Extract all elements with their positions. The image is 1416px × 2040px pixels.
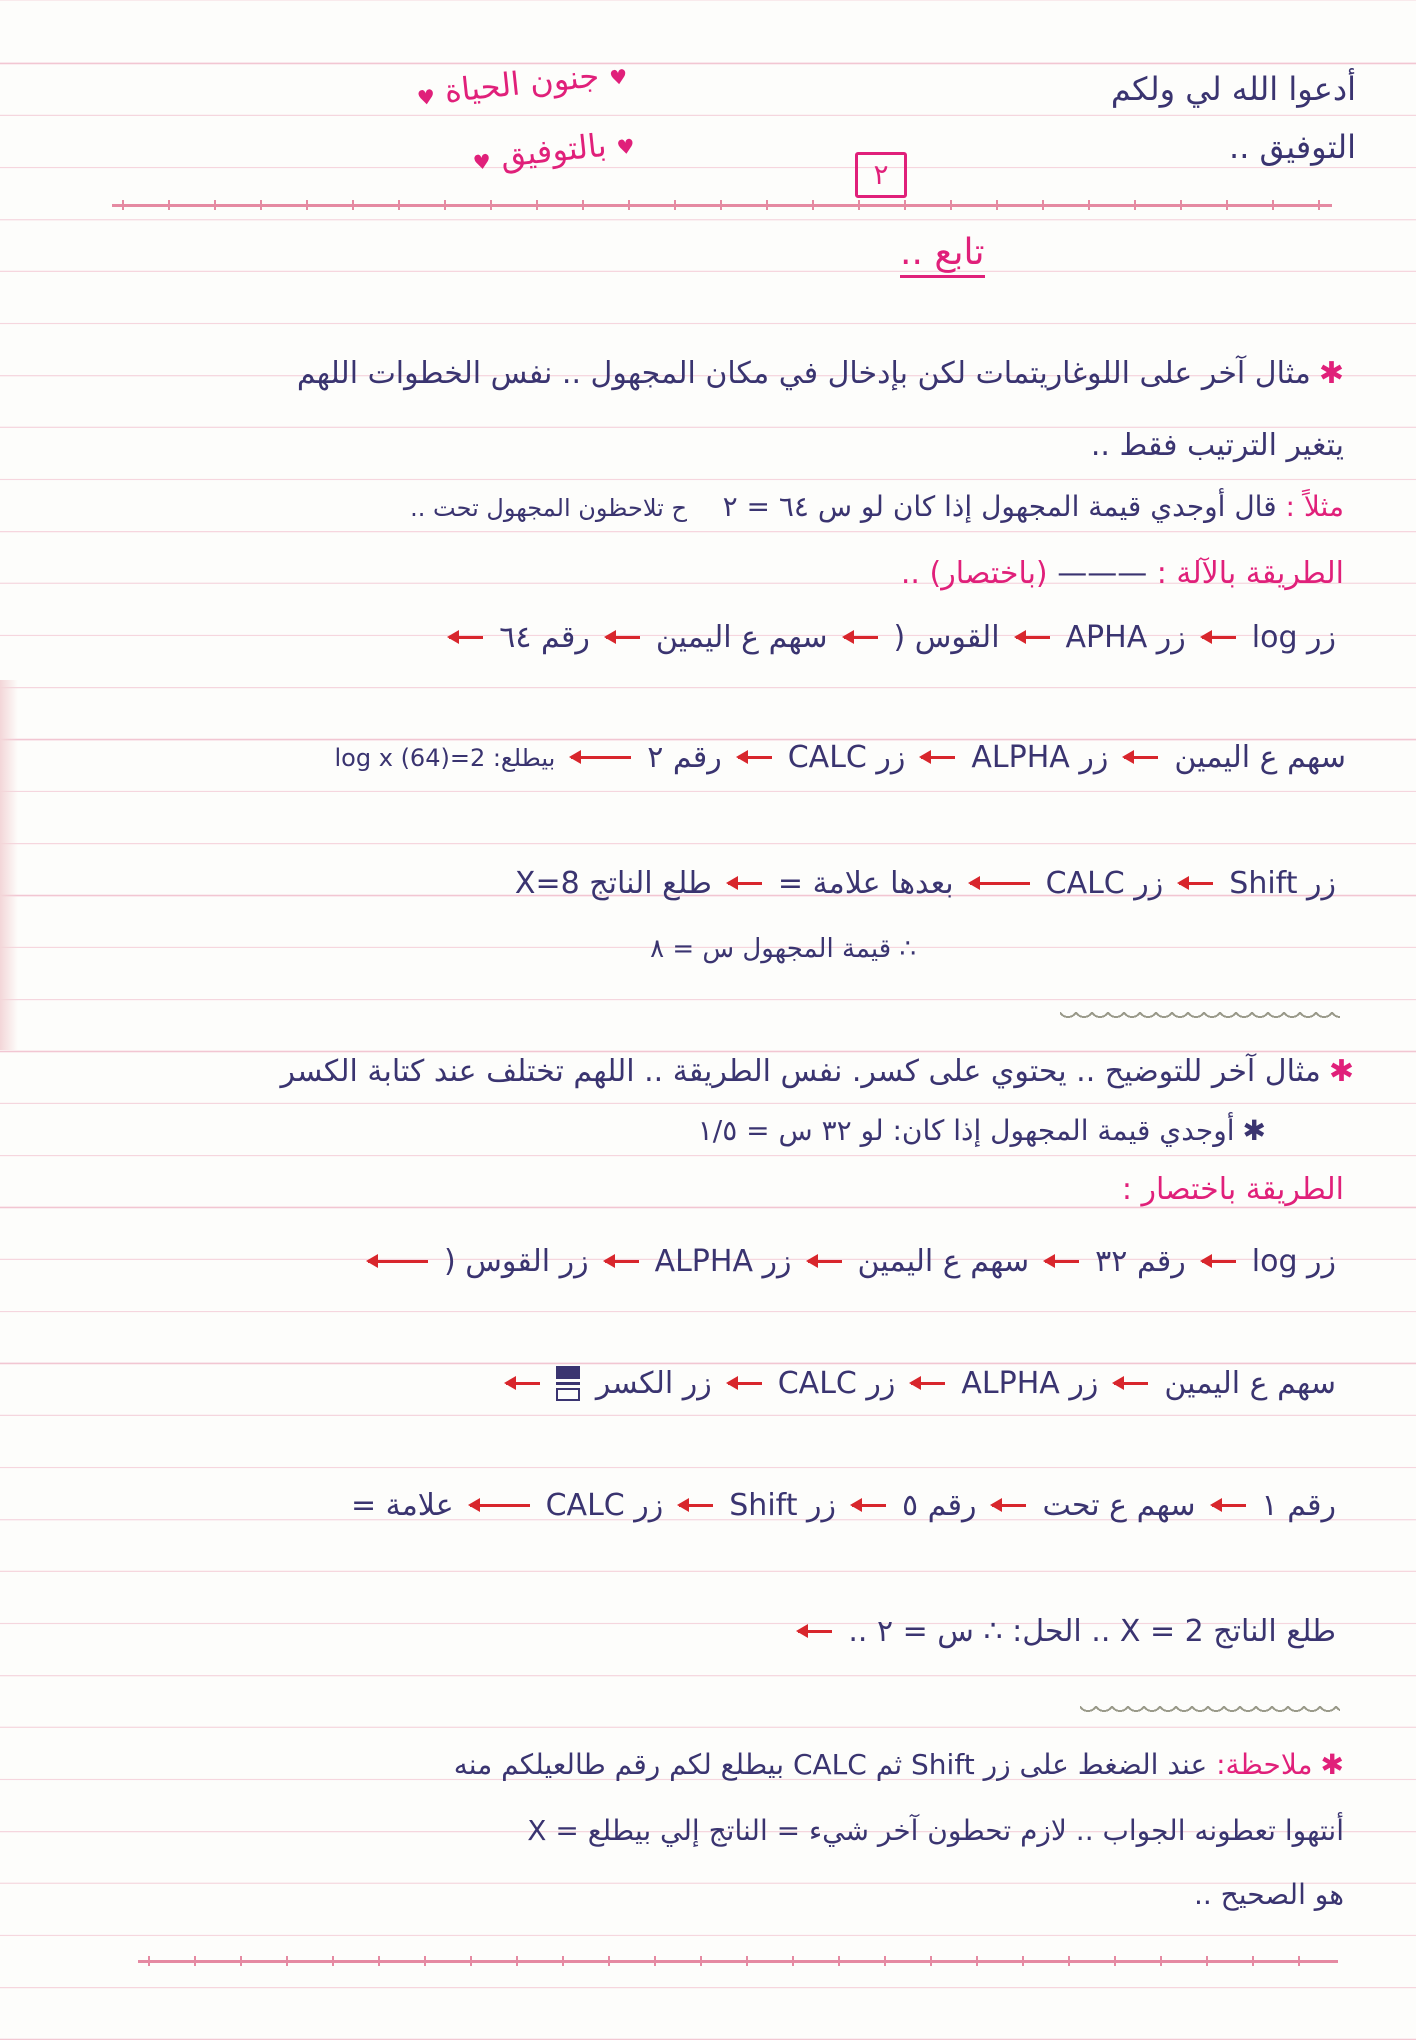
ruler-tick (1318, 200, 1320, 210)
ruler-tick (536, 200, 538, 210)
arrow-left-icon (728, 1382, 762, 1385)
step: زر ALPHA (971, 740, 1109, 775)
problem-label: مثلاً : (1285, 490, 1344, 523)
ruler-tick (398, 200, 400, 210)
ruler-tick (904, 200, 906, 210)
arrow-left-icon (852, 1504, 886, 1507)
arrow-left-icon (921, 756, 955, 759)
ruler-tick (1298, 1956, 1300, 1966)
example1-problem (410, 490, 1344, 523)
ruler-tick (332, 1956, 334, 1966)
arrow-left-icon (368, 1260, 428, 1263)
arrow-left-icon (605, 1260, 639, 1263)
ruler-tick (1180, 200, 1182, 210)
note-line-2: أنتهوا تعطونه الجواب .. لازم تحطون آخر شيء = الناتج إلي بيطلع = X (527, 1814, 1344, 1847)
ruler-tick (608, 1956, 610, 1966)
example2-intro: ✱مثال آخر للتوضيح .. يحتوي على كسر. نفس الطريقة .. اللهم تختلف عند كتابة الكسر (280, 1054, 1354, 1089)
ruler-tick (444, 200, 446, 210)
example1-intro-2: يتغير الترتيب فقط .. (1090, 428, 1344, 463)
wish (413, 39, 638, 200)
arrow-left-icon (738, 756, 772, 759)
wish-line-2: بالتوفيق (498, 125, 609, 175)
ruler-tick (582, 200, 584, 210)
ruler-tick (286, 1956, 288, 1966)
separator-wave (1080, 1706, 1340, 1720)
note-line-1: ✱ملاحظة: عند الضغط على زر Shift ثم CALC بيطلع لكم رقم طالعيلكم منه (453, 1748, 1344, 1781)
step: زر log (1251, 620, 1336, 655)
step: زر log (1251, 1244, 1336, 1279)
arrow-left-icon (808, 1260, 842, 1263)
ruler-tick (858, 200, 860, 210)
bottom-ticks (138, 1956, 1338, 1966)
step: زر ALPHA (654, 1244, 792, 1279)
step: زر CALC (1045, 866, 1164, 901)
step: طلع الناتج X=8 (514, 866, 712, 901)
arrow-left-icon (970, 882, 1030, 885)
example1-steps-row3 (515, 866, 1336, 901)
arrow-left-icon (449, 636, 483, 639)
arrow-left-icon (506, 1382, 540, 1385)
heart-icon: ♥ (608, 64, 629, 90)
step: زر CALC (777, 1366, 896, 1401)
step: زر Shift (1229, 866, 1336, 901)
ruler-tick (812, 200, 814, 210)
step: سهم ع اليمين (1174, 740, 1346, 775)
fraction-key-icon (556, 1366, 580, 1401)
note-label: ملاحظة: (1216, 1748, 1313, 1781)
ruler-tick (1226, 200, 1228, 210)
ruler-tick (470, 1956, 472, 1966)
ruler-tick (766, 200, 768, 210)
ruler-tick (1134, 200, 1136, 210)
ruler-tick (976, 1956, 978, 1966)
ruler-tick (168, 200, 170, 210)
ruler-tick (1088, 200, 1090, 210)
example1-steps-row2 (335, 740, 1346, 775)
ruler-tick (746, 1956, 748, 1966)
example1-steps-row1 (449, 620, 1336, 655)
asterisk-icon: ✱ (1320, 1748, 1344, 1781)
top-ticks (112, 200, 1332, 210)
example2-result: طلع الناتج X = 2 .. الحل: ∴ س = ٢ .. (848, 1614, 1336, 1649)
ruler-tick (122, 200, 124, 210)
ruler-tick (1160, 1956, 1162, 1966)
arrow-left-icon (992, 1504, 1026, 1507)
greeting (1111, 60, 1356, 176)
ruler-tick (1042, 200, 1044, 210)
step: زر الكسر (595, 1366, 712, 1401)
heart-icon: ♥ (471, 148, 493, 175)
page-stain (0, 680, 18, 1050)
step: زر CALC (545, 1488, 664, 1523)
page-title: تابع .. (900, 232, 985, 278)
arrow-left-icon (911, 1382, 945, 1385)
ruler-tick (260, 200, 262, 210)
arrow-left-icon (1016, 636, 1050, 639)
arrow-left-icon (679, 1504, 713, 1507)
ruler-tick (720, 200, 722, 210)
arrow-left-icon (798, 1630, 832, 1633)
ruler-tick (490, 200, 492, 210)
step: بيطلع: log x (64)=2 (334, 743, 556, 772)
ruler-tick (700, 1956, 702, 1966)
ruler-tick (1068, 1956, 1070, 1966)
step: سهم ع اليمين (655, 620, 828, 655)
ruler-tick (194, 1956, 196, 1966)
ruler-tick (838, 1956, 840, 1966)
step: زر Shift (729, 1488, 836, 1523)
ruler-tick (1114, 1956, 1116, 1966)
step: رقم ١ (1261, 1488, 1336, 1523)
step: القوس ( (893, 620, 1000, 655)
example1-intro-1: ✱مثال آخر على اللوغاريتمات لكن بإدخال في مكان المجهول .. نفس الخطوات اللهم (296, 356, 1344, 391)
arrow-left-icon (1124, 756, 1158, 759)
ruler-tick (1206, 1956, 1208, 1966)
arrow-left-icon (844, 636, 878, 639)
ruler-tick (306, 200, 308, 210)
step: زر القوس ( (444, 1244, 589, 1279)
example1-method: الطريقة بالآلة : ——— (باختصار) .. (900, 556, 1344, 591)
ruler-tick (562, 1956, 564, 1966)
ruler-tick (352, 200, 354, 210)
step: رقم ٦٤ (499, 620, 590, 655)
step: زر ALPHA (961, 1366, 1099, 1401)
ruler-tick (1252, 1956, 1254, 1966)
ruler-tick (792, 1956, 794, 1966)
example1-result: ∴ قيمة المجهول س = ٨ (650, 934, 916, 964)
step: بعدها علامة = (777, 866, 954, 901)
step: سهم ع اليمين (857, 1244, 1030, 1279)
asterisk-icon: ✱ (1328, 1054, 1354, 1089)
asterisk-icon: ✱ (1318, 356, 1344, 391)
wish-line-1: جنون الحياة (442, 56, 601, 111)
ruler-tick (240, 1956, 242, 1966)
greeting-line-2: التوفيق .. (1229, 128, 1356, 166)
step: رقم ٣٢ (1095, 1244, 1186, 1279)
ruler-tick (654, 1956, 656, 1966)
method-note: (باختصار) .. (900, 556, 1048, 591)
ruler-tick (148, 1956, 150, 1966)
note-line-3: هو الصحيح .. (1193, 1878, 1344, 1911)
ruler-tick (378, 1956, 380, 1966)
arrow-left-icon (1179, 882, 1213, 885)
separator-wave (1060, 1012, 1340, 1026)
ruler-tick (214, 200, 216, 210)
arrow-left-icon (1202, 636, 1236, 639)
method-title: الطريقة بالآلة : (1156, 556, 1344, 591)
heart-icon: ♥ (415, 84, 437, 111)
arrow-left-icon (1202, 1260, 1236, 1263)
example2-steps-row3 (351, 1488, 1336, 1523)
arrow-left-icon (606, 636, 640, 639)
asterisk-icon: ✱ (1242, 1114, 1266, 1147)
example2-steps-row2 (506, 1366, 1336, 1401)
step: رقم ٢ (647, 740, 722, 775)
problem-text: قال أوجدي قيمة المجهول إذا كان لو س ٦٤ = ٢ (722, 490, 1277, 523)
example2-problem: ✱أوجدي قيمة المجهول إذا كان: لو ٣٢ س = ١/٥ (697, 1114, 1266, 1147)
example2-steps-row1 (368, 1244, 1336, 1279)
problem-note: ح تلاحظون المجهول تحت .. (410, 494, 687, 522)
ruler-tick (516, 1956, 518, 1966)
step: سهم ع تحت (1042, 1488, 1196, 1523)
ruler-tick (950, 200, 952, 210)
arrow-left-icon (1212, 1504, 1246, 1507)
ruler-tick (1272, 200, 1274, 210)
arrow-left-icon (1045, 1260, 1079, 1263)
ruler-tick (996, 200, 998, 210)
arrow-left-icon (470, 1504, 530, 1507)
greeting-line-1: أدعوا الله لي ولكم (1110, 70, 1356, 108)
ruler-tick (884, 1956, 886, 1966)
ruler-tick (1022, 1956, 1024, 1966)
ruler-tick (424, 1956, 426, 1966)
arrow-left-icon (728, 882, 762, 885)
page-number: ٢ (855, 152, 907, 198)
ruler-tick (674, 200, 676, 210)
step: زر CALC (787, 740, 906, 775)
arrow-left-icon (1114, 1382, 1148, 1385)
ruler-tick (628, 200, 630, 210)
step: علامة = (350, 1488, 454, 1523)
example2-method-title: الطريقة باختصار : (1121, 1172, 1344, 1207)
ruler-tick (930, 1956, 932, 1966)
step: رقم ٥ (901, 1488, 977, 1523)
step: سهم ع اليمين (1164, 1366, 1336, 1401)
step: زر APHA (1065, 620, 1186, 655)
arrow-left-icon (571, 756, 631, 759)
heart-icon: ♥ (615, 133, 636, 160)
example2-result-row (798, 1614, 1336, 1649)
